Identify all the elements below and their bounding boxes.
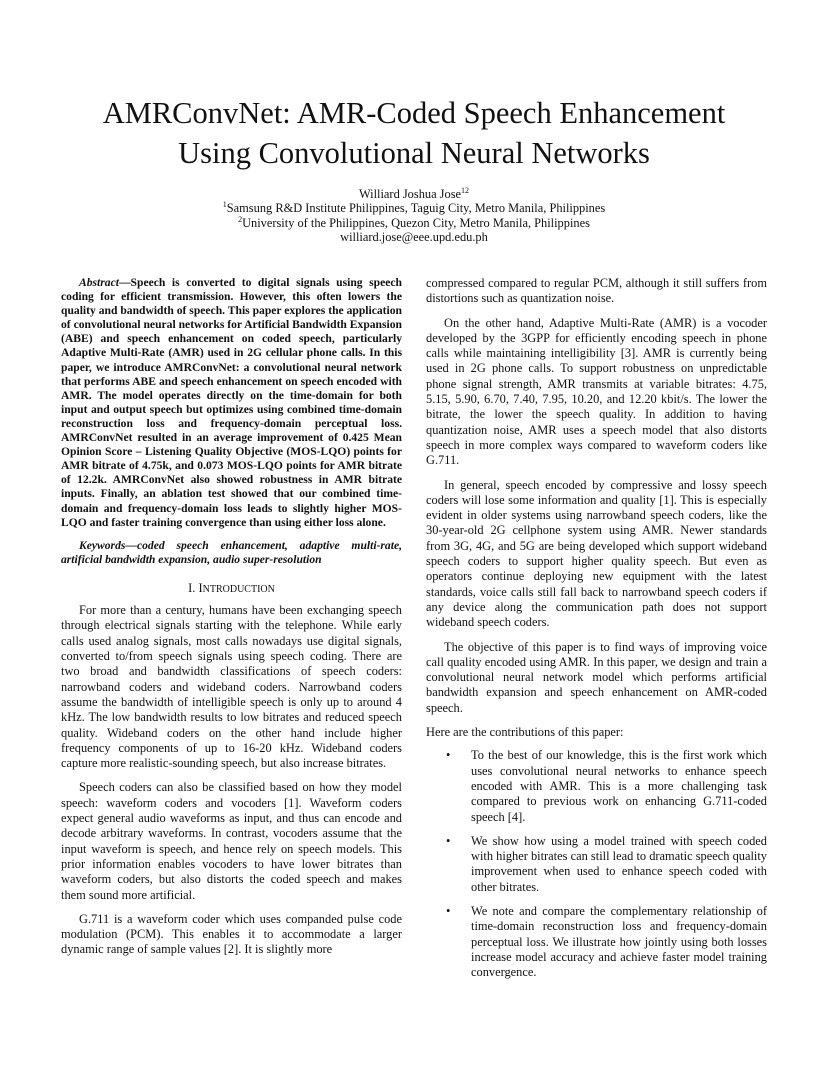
affiliation-2-sup: 2 xyxy=(238,214,243,224)
paper-title xyxy=(40,93,788,173)
bullet-icon: • xyxy=(446,748,451,763)
affiliation-1-text: Samsung R&D Institute Philippines, Taguig City, Metro Manila, Philippines xyxy=(226,201,606,216)
contribution-text: We show how using a model trained with speech coded with higher bitrates can still lead to dramatic speech quality improvement when used to enhance speech coded with other bitrates. xyxy=(471,833,767,894)
affiliation-1-sup: 1 xyxy=(222,200,227,210)
contribution-text: To the best of our knowledge, this is the first work which uses convolutional neural networks to enhance speech encoded with AMR. This is a more challenging task compared to previous work on enhancing G.711-coded speech [4]. xyxy=(471,748,767,824)
list-item xyxy=(426,748,767,824)
author-name: Williard Joshua Jose xyxy=(358,187,462,201)
intro-paragraph-1: For more than a century, humans have been exchanging speech through electrical signals starting with the telephone. While early calls used analog signals, most calls nowadays use digital signals, converted to/from speech signals using speech coding. There are two broad and bandwidth classifications of speech coders: narrowband coders and wideband coders. Narrowband coders assume the bandwidth of intelligible speech is only up to around 4 kHz. The low bandwidth results to low bitrates and reduced speech quality. Wideband coders on the other hand include higher frequency components of up to 16-20 kHz. Wideband coders capture more realistic-sounding speech, but also increase bitrates. xyxy=(61,603,402,771)
author-email: williard.jose@eee.upd.edu.ph xyxy=(340,230,488,245)
bullet-icon: • xyxy=(446,833,451,848)
bullet-icon: • xyxy=(446,903,451,918)
list-item xyxy=(426,834,767,895)
affiliation-2-text: University of the Philippines, Quezon City, Metro Manila, Philippines xyxy=(242,215,590,230)
author-block xyxy=(60,187,768,245)
abstract-text: —Speech is converted to digital signals using speech coding for efficient transmission. However, this often lowers the quality and bandwidth of speech. This paper explores the application of convolutional neural networks for Artificial Bandwidth Expansion (ABE) and speech enhancement on coded speech, particularly Adaptive Multi-Rate (AMR) used in 2G cellular phone calls. In this paper, we introduce AMRConvNet: a convolutional neural network that performs ABE and speech enhancement on speech encoded with AMR. The model operates directly on the time-domain for both input and output speech but optimizes using combined time-domain reconstruction loss and frequency-domain perceptual loss. AMRConvNet resulted in an average improvement of 0.425 Mean Opinion Score – Listening Quality Objective (MOS-LQO) points for AMR bitrate of 4.75k, and 0.073 MOS-LQO points for AMR bitrate of 12.2k. AMRConvNet also showed robustness in AMR bitrate inputs. Finally, an ablation test showed that our combined time-domain and frequency-domain loss leads to slightly higher MOS-LQO and faster training convergence than using either loss alone. xyxy=(61,276,402,529)
author-name-line xyxy=(60,187,768,201)
right-column xyxy=(426,276,767,989)
section-heading-introduction xyxy=(61,581,402,597)
title-line-2: Using Convolutional Neural Networks xyxy=(178,136,650,170)
section-title-initial: I xyxy=(198,580,203,595)
list-item xyxy=(426,904,767,980)
intro-paragraph-3: G.711 is a waveform coder which uses companded pulse code modulation (PCM). This enables it to accommodate a larger dynamic range of sample values [2]. It is slightly more xyxy=(61,911,402,957)
author-name-sup: 12 xyxy=(461,185,470,195)
abstract-lead: Abstract xyxy=(79,276,119,289)
right-paragraph-2: On the other hand, Adaptive Multi-Rate (AMR) is a vocoder developed by the 3GPP for efficiently encoding speech in phone calls while maintaining intelligibility [3]. AMR is currently being used in 2G phone calls. To support robustness on unpredictable phone signal strength, AMR transmits at variable bitrates: 4.75, 5.15, 5.90, 6.70, 7.40, 7.95, 10.20, and 12.20 kbit/s. The lower the bitrate, the lower the speech quality. In addition to having quantization noise, AMR uses a speech model that also distorts speech in more complex ways compared to waveform coders like G.711. xyxy=(426,315,767,468)
section-number: I. xyxy=(188,580,199,595)
affiliation-2 xyxy=(60,216,768,230)
right-paragraph-1: compressed compared to regular PCM, although it still suffers from distortions such as quantization noise. xyxy=(426,276,767,306)
title-line-1: AMRConvNet: AMR-Coded Speech Enhancement xyxy=(102,96,726,130)
keywords: Keywords—coded speech enhancement, adaptive multi-rate, artificial bandwidth expansion, audio super-resolution xyxy=(61,538,402,566)
right-paragraph-4: The objective of this paper is to find ways of improving voice call quality encoded using AMR. In this paper, we design and train a convolutional neural network model which performs artificial bandwidth expansion and speech enhancement on AMR-coded speech. xyxy=(426,639,767,715)
section-title-rest: NTRODUCTION xyxy=(202,583,275,595)
intro-paragraph-2: Speech coders can also be classified based on how they model speech: waveform coders and vocoders [1]. Waveform coders expect general audio waveforms as input, and thus can encode and decode arbitrary waveforms. In contrast, vocoders assume that the input waveform is speech, and hence rely on speech models. This prior information enables vocoders to have lower bitrates than waveform coders, but also distorts the coded speech and makes them sound more artificial. xyxy=(61,780,402,902)
affiliation-1 xyxy=(60,201,768,215)
right-paragraph-3: In general, speech encoded by compressive and lossy speech coders will lose some information and quality [1]. This is especially evident in older systems using narrowband speech coders, like the 30-year-old 2G cellphone system using AMR. Newer standards from 3G, 4G, and 5G are being developed which support wideband speech coders to support higher quality speech. But even as operators continue deploying new equipment with the latest standards, voice calls still fall back to narrowband speech coders if any device along the communication path does not support wideband speech coders. xyxy=(426,477,767,630)
contributions-intro: Here are the contributions of this paper: xyxy=(426,725,624,740)
contributions-list xyxy=(426,748,767,980)
left-column xyxy=(61,276,402,958)
contribution-text: We note and compare the complementary relationship of time-domain reconstruction loss and frequency-domain perceptual loss. We illustrate how jointly using both losses increase model accuracy and achieve faster model training convergence. xyxy=(471,903,767,980)
abstract xyxy=(61,276,402,530)
